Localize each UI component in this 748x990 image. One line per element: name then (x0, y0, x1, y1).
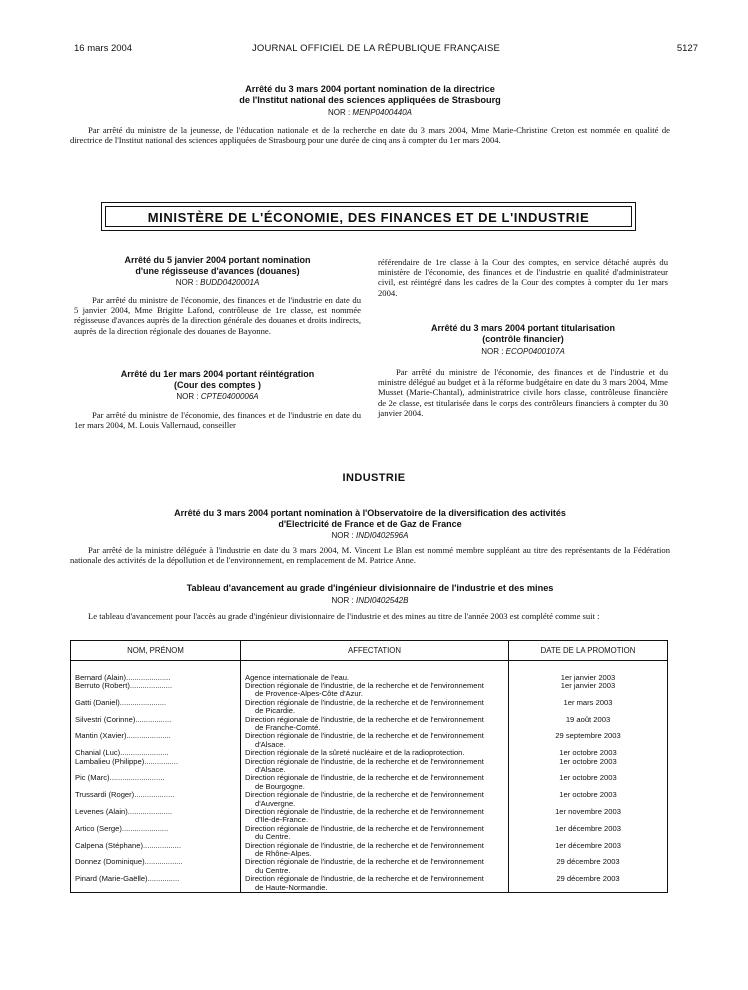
nor-label: NOR : (331, 531, 356, 540)
decree-text-continued: référendaire de 1re classe à la Cour des comptes, en service détaché auprès du ministère de l'économie, des finances et de l'industrie en qualité d'administrateur civil, est réintégré dans les cadres de la Cour des comptes à compter du 1er mars 2004. (378, 257, 668, 298)
leader-dots: .................. (142, 840, 181, 850)
cell-promotion-date: 1er octobre 2003 (509, 758, 668, 775)
person-name: Calpena (Stéphane) (75, 840, 143, 850)
decree-text: Par arrêté du ministre de l'économie, des finances et de l'industrie en date du 5 janvier 2004, Mme Brigitte Lafond, contrôleuse de 1re classe, est nommée régisseuse d'avances auprès de la direction générale des douanes et droits indirects, auprès de la direction régionale des douanes de Bayonne. (74, 295, 361, 336)
cell-affectation (241, 791, 509, 808)
table-row (71, 774, 668, 791)
decree-title: Tableau d'avancement au grade d'ingénieur divisionnaire de l'industrie et des mines (186, 583, 554, 593)
decree-text: Par arrêté du ministre de l'économie, des finances et de l'industrie en date du 1er mars 2004, M. Louis Vallernaud, conseiller (74, 410, 361, 431)
nor-reference (70, 108, 670, 117)
affectation-line: Direction régionale de l'industrie, de la recherche et de l'environnement (245, 807, 484, 816)
affectation-line: de Picardie. (255, 706, 296, 716)
decree-text: Le tableau d'avancement pour l'accès au grade d'ingénieur divisionnaire de l'industrie et des mines au titre de l'année 2003 est complété comme suit : (88, 610, 600, 621)
table-body (71, 661, 668, 893)
nor-value: CPTE0400006A (200, 392, 259, 401)
affectation-line: de Franche-Comté. (255, 722, 321, 732)
nor-reference (378, 347, 668, 356)
affectation-line: Direction régionale de l'industrie, de la recherche et de l'environnement (245, 756, 484, 766)
affectation-line: de Provence-Alpes-Côte d'Azur. (255, 689, 363, 699)
ministry-heading-box (101, 202, 636, 231)
decree-title-line: d'Electricité de France et de Gaz de France (278, 518, 462, 529)
decree-observatoire (70, 508, 670, 565)
cell-promotion-date: 1er octobre 2003 (509, 774, 668, 791)
person-name: Artico (Serge) (75, 823, 122, 833)
cell-affectation (241, 682, 509, 699)
decree-title-line: Arrêté du 1er mars 2004 portant réintégration (120, 369, 315, 379)
column-header: DATE DE LA PROMOTION (509, 641, 668, 661)
leader-dots: ..................... (126, 672, 171, 682)
leader-dots: .................... (129, 680, 173, 690)
decree-text: Par arrêté du ministre de la jeunesse, de l'éducation nationale et de la recherche en date du 3 mars 2004, Mme Marie-Christine Creton est nommée en qualité de directrice de l'Institut national des sciences appliquées de Strasbourg pour une durée de cinq ans à compter du 1er mars 2004. (70, 125, 670, 146)
affectation-line: Direction régionale de l'industrie, de la recherche et de l'environnement (245, 840, 484, 850)
decree-title (74, 369, 361, 390)
cell-name (71, 774, 241, 791)
leader-dots: ................. (135, 714, 172, 724)
cell-affectation (241, 716, 509, 733)
page-number: 5127 (676, 43, 698, 54)
column-header: AFFECTATION (241, 641, 509, 661)
nor-label: NOR : (327, 108, 353, 117)
cell-promotion-date: 29 septembre 2003 (509, 732, 668, 749)
person-name: Trussardi (Roger) (75, 790, 135, 800)
affectation-line: Direction régionale de l'industrie, de la recherche et de l'environnement (245, 714, 484, 724)
decree-regisseuse (74, 255, 361, 336)
nor-value: INDI0402542B (355, 595, 409, 605)
nor-reference (74, 278, 361, 287)
decree-title-line: Arrêté du 3 mars 2004 portant titularisation (430, 323, 616, 333)
table-header-row (71, 641, 668, 661)
table-row (71, 716, 668, 733)
leader-dots: ..................... (127, 807, 173, 816)
affectation-line: Direction régionale de l'industrie, de la recherche et de l'environnement (245, 790, 484, 800)
section-heading: INDUSTRIE (342, 472, 406, 484)
affectation-line: d'Auvergne. (255, 798, 296, 808)
decree-title-line: (contrôle financier) (482, 333, 564, 344)
decree-text: Par arrêté de la ministre déléguée à l'industrie en date du 3 mars 2004, M. Vincent Le Blan est nommé membre suppléant au titre des représentants de la Fédération nationale des activités de la dépollution et de l'environnement, en remplacement de M. Patrice Anne. (70, 545, 670, 566)
cell-promotion-date: 1er octobre 2003 (509, 791, 668, 808)
decree-titularisation (378, 323, 668, 418)
person-name: Chanial (Luc) (75, 748, 121, 758)
decree-tableau (70, 583, 670, 621)
person-name: Mantin (Xavier) (75, 731, 127, 741)
nor-value: INDI0402596A (355, 531, 409, 540)
cell-name (71, 842, 241, 859)
leader-dots: ................... (134, 790, 175, 800)
nor-label: NOR : (481, 347, 506, 356)
table-row (71, 808, 668, 825)
affectation-line: du Centre. (255, 832, 291, 842)
leader-dots: ...................... (121, 823, 169, 833)
cell-affectation (241, 732, 509, 749)
cell-name (71, 858, 241, 875)
affectation-line: Direction régionale de l'industrie, de la recherche et de l'environnement (245, 857, 484, 867)
table-spacer-row (71, 661, 668, 674)
cell-promotion-date: 1er décembre 2003 (509, 825, 668, 842)
cell-affectation (241, 699, 509, 716)
cell-affectation (241, 758, 509, 775)
decree-title (378, 323, 668, 344)
affectation-line: de Haute-Normandie. (255, 882, 328, 892)
affectation-line: de Bourgogne. (255, 781, 305, 791)
table-row (71, 875, 668, 892)
cell-name (71, 758, 241, 775)
promotion-table (70, 640, 668, 893)
decree-reintegration-continued (378, 257, 668, 298)
table-row (71, 758, 668, 775)
affectation-line: de Rhône-Alpes. (255, 849, 312, 859)
leader-dots: ...................... (119, 697, 167, 707)
table-row (71, 825, 668, 842)
cell-name (71, 791, 241, 808)
nor-reference (70, 531, 670, 540)
cell-promotion-date: 1er janvier 2003 (509, 682, 668, 699)
nor-reference (70, 596, 670, 605)
affectation-line: Agence internationale de l'eau. (245, 672, 350, 682)
person-name: Gatti (Daniel) (75, 697, 120, 707)
table-row (71, 732, 668, 749)
table-row (71, 842, 668, 859)
decree-title-line: (Cour des comptes ) (173, 379, 261, 390)
leader-dots: ....................... (120, 748, 169, 758)
decree-title (70, 508, 670, 529)
cell-affectation (241, 825, 509, 842)
leader-dots: .......................... (109, 773, 165, 783)
cell-name (71, 682, 241, 699)
journal-title: JOURNAL OFFICIEL DE LA RÉPUBLIQUE FRANÇAISE (251, 43, 501, 54)
cell-affectation (241, 842, 509, 859)
decree-title-line: de l'Institut national des sciences appliquées de Strasbourg (239, 94, 501, 105)
affectation-line: d'Alsace. (255, 764, 286, 774)
cell-affectation (241, 808, 509, 825)
nor-label: NOR : (331, 595, 356, 605)
cell-promotion-date: 1er décembre 2003 (509, 842, 668, 859)
affectation-line: Direction régionale de l'industrie, de la recherche et de l'environnement (245, 680, 484, 690)
issue-date: 16 mars 2004 (74, 43, 133, 54)
cell-affectation (241, 774, 509, 791)
nor-value: MENP0400440A (352, 108, 413, 117)
decree-title-line: Arrêté du 5 janvier 2004 portant nomination (124, 255, 311, 265)
person-name: Pinard (Marie-Gaëlle) (75, 874, 148, 884)
affectation-line: Direction régionale de l'industrie, de la recherche et de l'environnement (245, 773, 484, 783)
decree-strasbourg (70, 84, 670, 145)
decree-reintegration (74, 369, 361, 430)
cell-affectation (241, 858, 509, 875)
nor-reference (74, 392, 361, 401)
leader-dots: .................. (144, 857, 183, 867)
decree-title (74, 255, 361, 276)
cell-name (71, 699, 241, 716)
leader-dots: ............... (147, 874, 180, 884)
cell-name (71, 825, 241, 842)
nor-label: NOR : (176, 392, 201, 401)
affectation-line: d'Alsace. (255, 739, 286, 749)
nor-label: NOR : (175, 278, 201, 287)
decree-title-line: Arrêté du 3 mars 2004 portant nomination à l'Observatoire de la diversification des activités (174, 508, 566, 518)
affectation-line: Direction régionale de l'industrie, de la recherche et de l'environnement (245, 731, 484, 741)
person-name: Silvestri (Corinne) (75, 714, 136, 724)
affectation-line: Direction régionale de l'industrie, de la recherche et de l'environnement (245, 823, 484, 833)
person-name: Donnez (Dominique) (75, 857, 145, 867)
leader-dots: ..................... (126, 731, 171, 741)
leader-dots: ................ (144, 756, 178, 766)
affectation-line: Direction régionale de l'industrie, de la recherche et de l'environnement (245, 874, 484, 884)
affectation-line: Direction régionale de l'industrie, de la recherche et de l'environnement (245, 697, 484, 707)
ministry-heading: MINISTÈRE DE L'ÉCONOMIE, DES FINANCES ET DE L'INDUSTRIE (147, 210, 590, 225)
cell-name (71, 808, 241, 825)
table-row (71, 858, 668, 875)
cell-affectation (241, 875, 509, 892)
table-row (71, 682, 668, 699)
person-name: Bernard (Alain) (75, 672, 127, 682)
table-row (71, 791, 668, 808)
decree-title (70, 84, 670, 105)
cell-promotion-date: 1er octobre 2003 (509, 749, 668, 757)
decree-text: Par arrêté du ministre de l'économie, des finances et de l'industrie et du ministre délégué au budget et à la réforme budgétaire en date du 3 mars 2004, Mme Musset (Marie-Chantal), administratrice civile hors classe, contrôleuse financière de 2e classe, est titularisée dans le corps des contrôleurs financiers à compter du 30 janvier 2004. (378, 367, 668, 418)
cell-promotion-date: 1er mars 2003 (509, 699, 668, 716)
cell-promotion-date: 19 août 2003 (509, 716, 668, 733)
decree-title-line: Arrêté du 3 mars 2004 portant nomination de la directrice (245, 84, 495, 94)
person-name: Levenes (Alain) (75, 807, 128, 816)
person-name: Berruto (Robert) (75, 680, 130, 690)
cell-name (71, 716, 241, 733)
cell-name (71, 732, 241, 749)
cell-promotion-date: 29 décembre 2003 (509, 875, 668, 892)
cell-promotion-date: 29 décembre 2003 (509, 858, 668, 875)
table-row (71, 699, 668, 716)
affectation-line: du Centre. (255, 865, 291, 875)
person-name: Pic (Marc) (75, 773, 110, 783)
cell-name (71, 875, 241, 892)
column-header: NOM, PRÉNOM (71, 641, 241, 661)
affectation-line: d'Ile-de-France. (255, 815, 308, 825)
cell-promotion-date: 1er janvier 2003 (509, 674, 668, 682)
decree-title-line: d'une régisseuse d'avances (douanes) (135, 265, 300, 276)
cell-promotion-date: 1er novembre 2003 (509, 808, 668, 825)
running-header (60, 43, 698, 57)
nor-value: BUDD0420001A (200, 278, 260, 287)
affectation-line: Direction régionale de la sûreté nucléaire et de la radioprotection. (245, 748, 465, 758)
person-name: Lambalieu (Philippe) (75, 756, 145, 766)
nor-value: ECOP0400107A (505, 347, 565, 356)
